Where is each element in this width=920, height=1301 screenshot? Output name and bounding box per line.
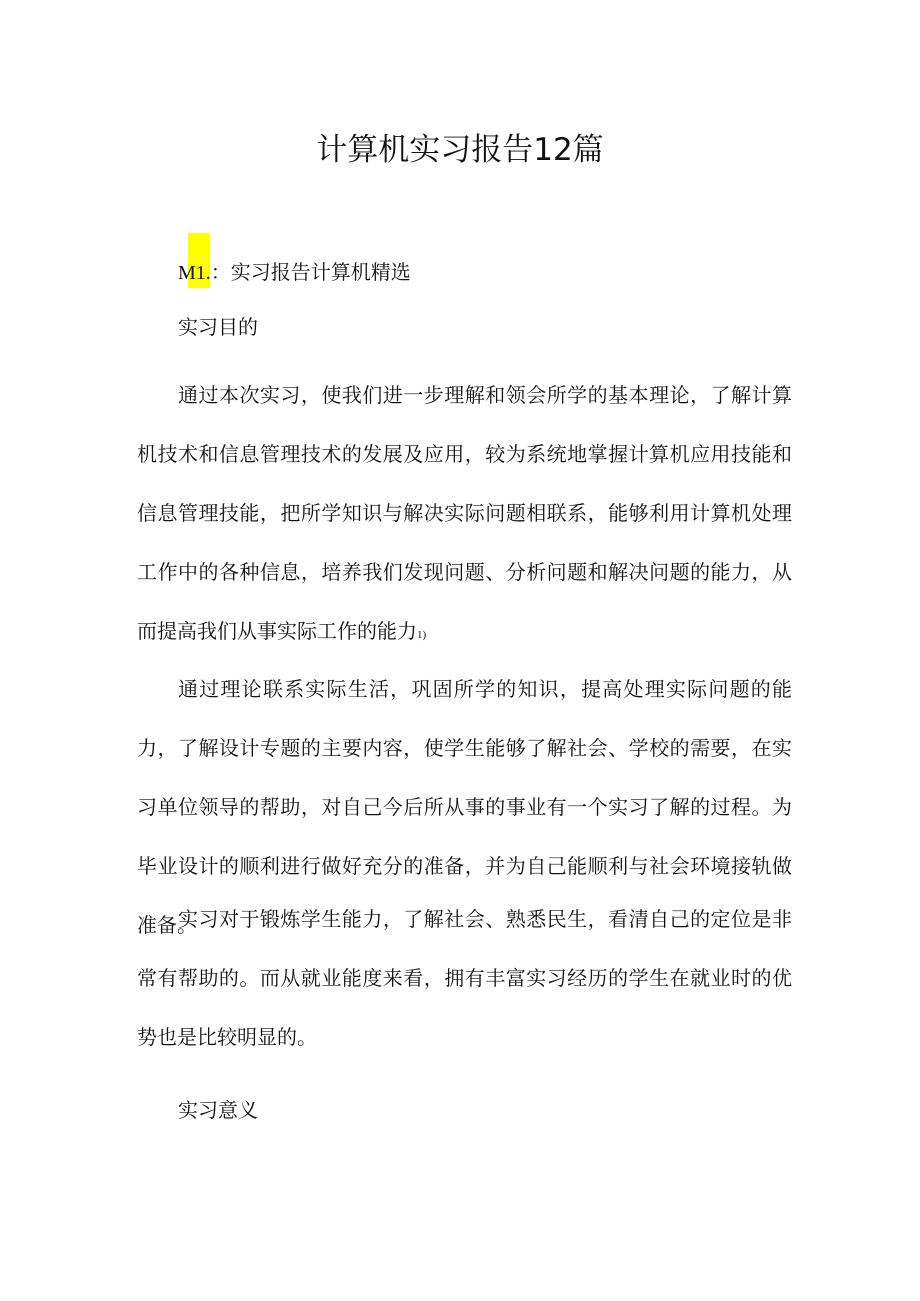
paragraph-3: 实习对于锻炼学生能力，了解社会、熟悉民生，看清自己的定位是非常有帮助的。而从就业能度来看，拥有丰富实习经历的学生在就业时的优势也是比较明显的。 (137, 907, 792, 1049)
section-number: M1. (178, 262, 211, 284)
footnote-ref: 1) (417, 629, 427, 641)
document-title: 计算机实习报告12篇 (316, 132, 604, 168)
paragraph-1-text: 通过本次实习，使我们进一步理解和领会所学的基本理论，了解计算机技术和信息管理技术的发展及应用，较为系统地掌握计算机应用技能和信息管理技能，把所学知识与解决实际问题相联系，能够利用计算机处理工作中的各种信息，培养我们发现问题、分析问题和解决问题的能力，从而提高我们从事实际工作的能力 (137, 383, 792, 643)
purpose-label: 实习目的 (178, 315, 258, 339)
section-heading (178, 258, 411, 287)
paragraph-1 (137, 366, 792, 665)
significance-label: 实习意义 (178, 1098, 258, 1122)
section-separator: ： (210, 260, 231, 284)
section-heading-text: 实习报告计算机精选 (230, 260, 411, 284)
paragraph-2: 通过理论联系实际生活，巩固所学的知识，提高处理实际问题的能力，了解设计专题的主要内容，使学生能够了解社会、学校的需要，在实习单位领导的帮助，对自己今后所从事的事业有一个实习了解的过程。为毕业设计的顺利进行做好充分的准备，并为自己能顺利与社会环境接轨做准备。 (137, 677, 792, 937)
